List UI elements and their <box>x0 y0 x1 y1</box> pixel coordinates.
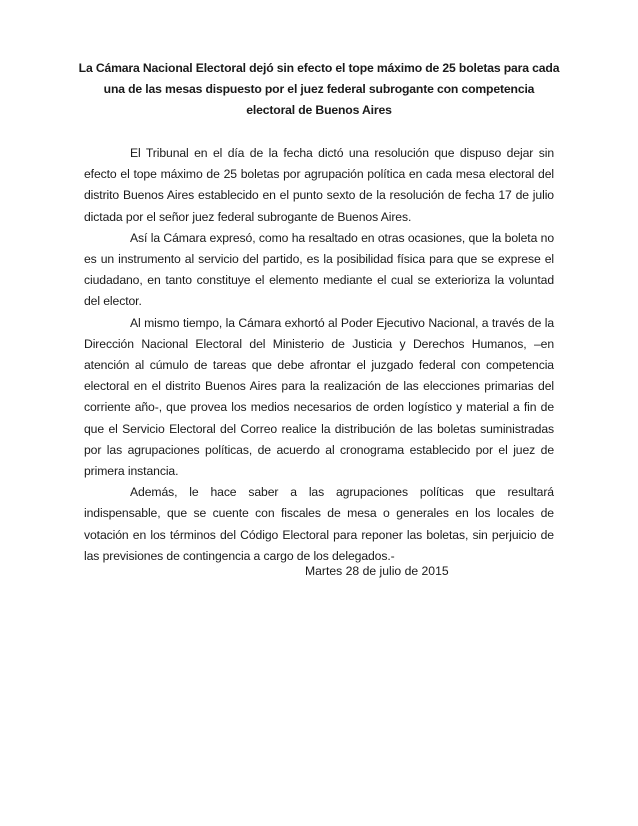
paragraph-2: Así la Cámara expresó, como ha resaltado en otras ocasiones, que la boleta no es un instrumento al servicio del partido, es la posibilidad física para que se exprese el ciudadano, en tanto constituye el elemento mediante el cual se exterioriza la voluntad del elector. <box>84 230 554 309</box>
document-body <box>84 143 554 567</box>
paragraph-4: Además, le hace saber a las agrupaciones políticas que resultará indispensable, que se cuente con fiscales de mesa o generales en los locales de votación en los términos del Código Electoral para reponer las boletas, sin perjuicio de las previsiones de contingencia a cargo de los delegados.- <box>84 485 554 563</box>
paragraph-1: El Tribunal en el día de la fecha dictó una resolución que dispuso dejar sin efecto el tope máximo de 25 boletas por agrupación política en cada mesa electoral del distrito Buenos Aires establecido en el punto sexto de la resolución de fecha 17 de julio dictada por el señor juez federal subrogante de Buenos Aires. <box>84 146 554 224</box>
document-date: Martes 28 de julio de 2015 <box>305 564 449 578</box>
document-title: La Cámara Nacional Electoral dejó sin efecto el tope máximo de 25 boletas para cada una de las mesas dispuesto por el juez federal subrogante con competencia electoral de Buenos Aires <box>78 61 560 117</box>
paragraph-3: Al mismo tiempo, la Cámara exhortó al Poder Ejecutivo Nacional, a través de la Dirección Nacional Electoral del Ministerio de Justicia y Derechos Humanos, –en atención al cúmulo de tareas que debe afrontar el juzgado federal con competencia electoral en el distrito Buenos Aires para la realización de las elecciones primarias del corriente año-, que provea los medios necesarios de orden logístico y material a fin de que el Servicio Electoral del Correo realice la distribución de las boletas suministradas por las agrupaciones políticas, de acuerdo al cronograma establecido por el juez de primera instancia. <box>84 315 554 479</box>
